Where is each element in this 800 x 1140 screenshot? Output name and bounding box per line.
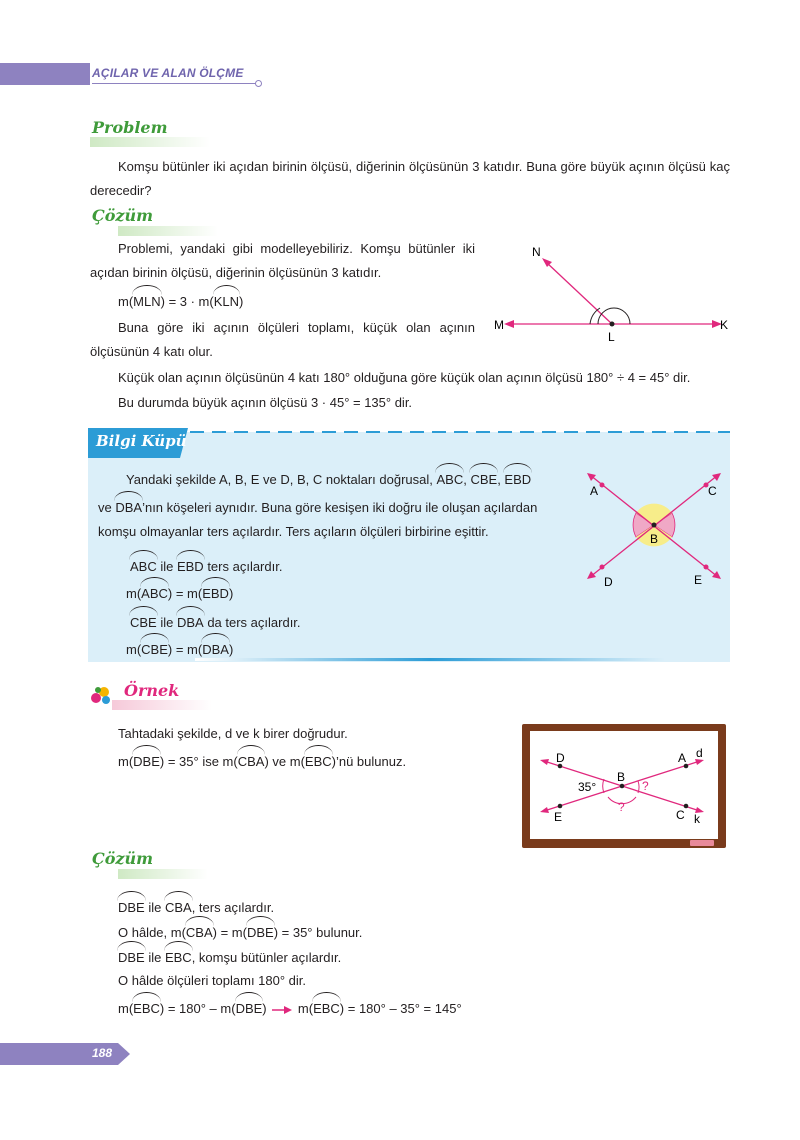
example-heading: Örnek: [124, 681, 180, 700]
label-c: C: [676, 808, 685, 822]
problem-heading-bar: [90, 137, 210, 147]
solution1-heading: Çözüm: [92, 206, 154, 225]
angle-arc-35: [603, 779, 604, 793]
chapter-title: AÇILAR VE ALAN ÖLÇME: [92, 66, 244, 80]
arrow-e-end: [712, 571, 721, 579]
header-rule: [92, 83, 257, 84]
point-l: [610, 322, 615, 327]
label-d: D: [556, 751, 565, 765]
implies-arrow-icon: [270, 1005, 294, 1015]
vertical-angles-figure: [580, 465, 730, 590]
board-figure: [530, 731, 718, 839]
solution2-line-5: m(EBC) = 180° – m(DBE) m(EBC) = 180° – 35° = 145°: [118, 995, 462, 1021]
solution2-heading: Çözüm: [92, 849, 154, 868]
example-line-1: Tahtadaki şekilde, d ve k birer doğrudur.: [118, 726, 348, 741]
ray-ln: [546, 262, 612, 324]
info-line-2: ve DBA’nın köşeleri aynıdır. Buna göre kesişen iki doğru ile oluşan açılardan: [98, 494, 537, 520]
solution1-paragraph-4: Bu durumda büyük açının ölçüsü 3 · 45° = 135° dir.: [118, 395, 413, 410]
solution1-paragraph-2: Buna göre iki açının ölçüleri toplamı, küçük olan açının ölçüsünün 4 katı olur.: [90, 320, 475, 359]
solution1-paragraph-3: Küçük olan açının ölçüsünün 4 katı 180° olduğuna göre küçük olan açının ölçüsü 180° ÷ 4 = 45° dir.: [118, 370, 691, 385]
label-k: K: [720, 318, 729, 332]
arrow-c-end: [712, 473, 721, 481]
arrow-d-end: [587, 571, 596, 579]
info-line-6: CBE ile DBA da ters açılardır.: [130, 609, 301, 635]
info-box-dashed-rule: [190, 431, 730, 433]
solution1-heading-bar: [118, 226, 218, 236]
info-line-7: m(CBE) = m(DBA): [126, 636, 233, 662]
info-line-1: Yandaki şekilde A, B, E ve D, B, C noktaları doğrusal, ABC, CBE, EBD: [126, 466, 531, 492]
solution2-heading-bar: [118, 869, 208, 879]
info-line-5: m(ABC) = m(EBD): [126, 580, 233, 606]
label-e: E: [694, 573, 703, 587]
info-line-3: komşu olmayanlar ters açılardır. Ters açıların ölçüleri birbirine eşittir.: [98, 524, 489, 539]
info-box-heading: Bilgi Küpü: [96, 432, 187, 450]
label-line-d: d: [696, 746, 703, 760]
label-a: A: [678, 751, 687, 765]
header-dot: [255, 80, 262, 87]
solution2-line-1: DBE ile CBA, ters açılardır.: [118, 894, 274, 920]
page-number-tip: [118, 1043, 130, 1065]
solution1-paragraph-1: Problemi, yandaki gibi modelleyebiliriz. Komşu bütünler iki açıdan birinin ölçüsü, diğerinin ölçüsünün 3 katıdır.: [90, 241, 475, 280]
label-b: B: [617, 770, 626, 784]
label-e: E: [554, 810, 563, 824]
problem-heading: Problem: [92, 118, 168, 137]
point-e: [704, 565, 709, 570]
page-number: 188: [92, 1046, 113, 1060]
solution1-equation: m(MLN) = 3 · m(KLN): [118, 288, 243, 314]
example-heading-bar: [112, 700, 212, 710]
point-a: [600, 483, 605, 488]
arrow-m: [504, 320, 514, 328]
label-n: N: [532, 245, 541, 259]
label-l: L: [608, 330, 615, 344]
label-a: A: [590, 484, 599, 498]
info-line-4: ABC ile EBD ters açılardır.: [130, 553, 282, 579]
label-b: B: [650, 532, 659, 546]
point-d: [600, 565, 605, 570]
label-35: 35°: [578, 780, 597, 794]
label-c: C: [708, 484, 717, 498]
problem-text: Komşu bütünler iki açıdan birinin ölçüsü, diğerinin ölçüsünün 3 katıdır. Buna göre büyük açının ölçüsü kaç derecedir?: [90, 159, 730, 198]
point-b: [652, 523, 657, 528]
solution2-line-4: O hâlde ölçüleri toplamı 180° dir.: [118, 973, 307, 988]
point-b: [620, 784, 625, 789]
example-line-2: m(DBE) = 35° ise m(CBA) ve m(EBC)’nü bulunuz.: [118, 748, 406, 774]
solution2-line-2: O hâlde, m(CBA) = m(DBE) = 35° bulunur.: [118, 919, 362, 945]
label-d: D: [604, 575, 613, 589]
info-box-bottom-rule: [195, 658, 665, 661]
point-e: [558, 804, 563, 809]
solution2-line-3: DBE ile EBC, komşu bütünler açılardır.: [118, 944, 341, 970]
arrow-a-end: [587, 473, 596, 481]
label-m: M: [494, 318, 504, 332]
angle-figure-mlk: [490, 240, 740, 350]
board-eraser: [690, 840, 714, 846]
label-q-bottom: ?: [618, 800, 625, 814]
header-band: [0, 63, 90, 85]
label-line-k: k: [694, 812, 700, 826]
label-q-right: ?: [642, 779, 649, 793]
